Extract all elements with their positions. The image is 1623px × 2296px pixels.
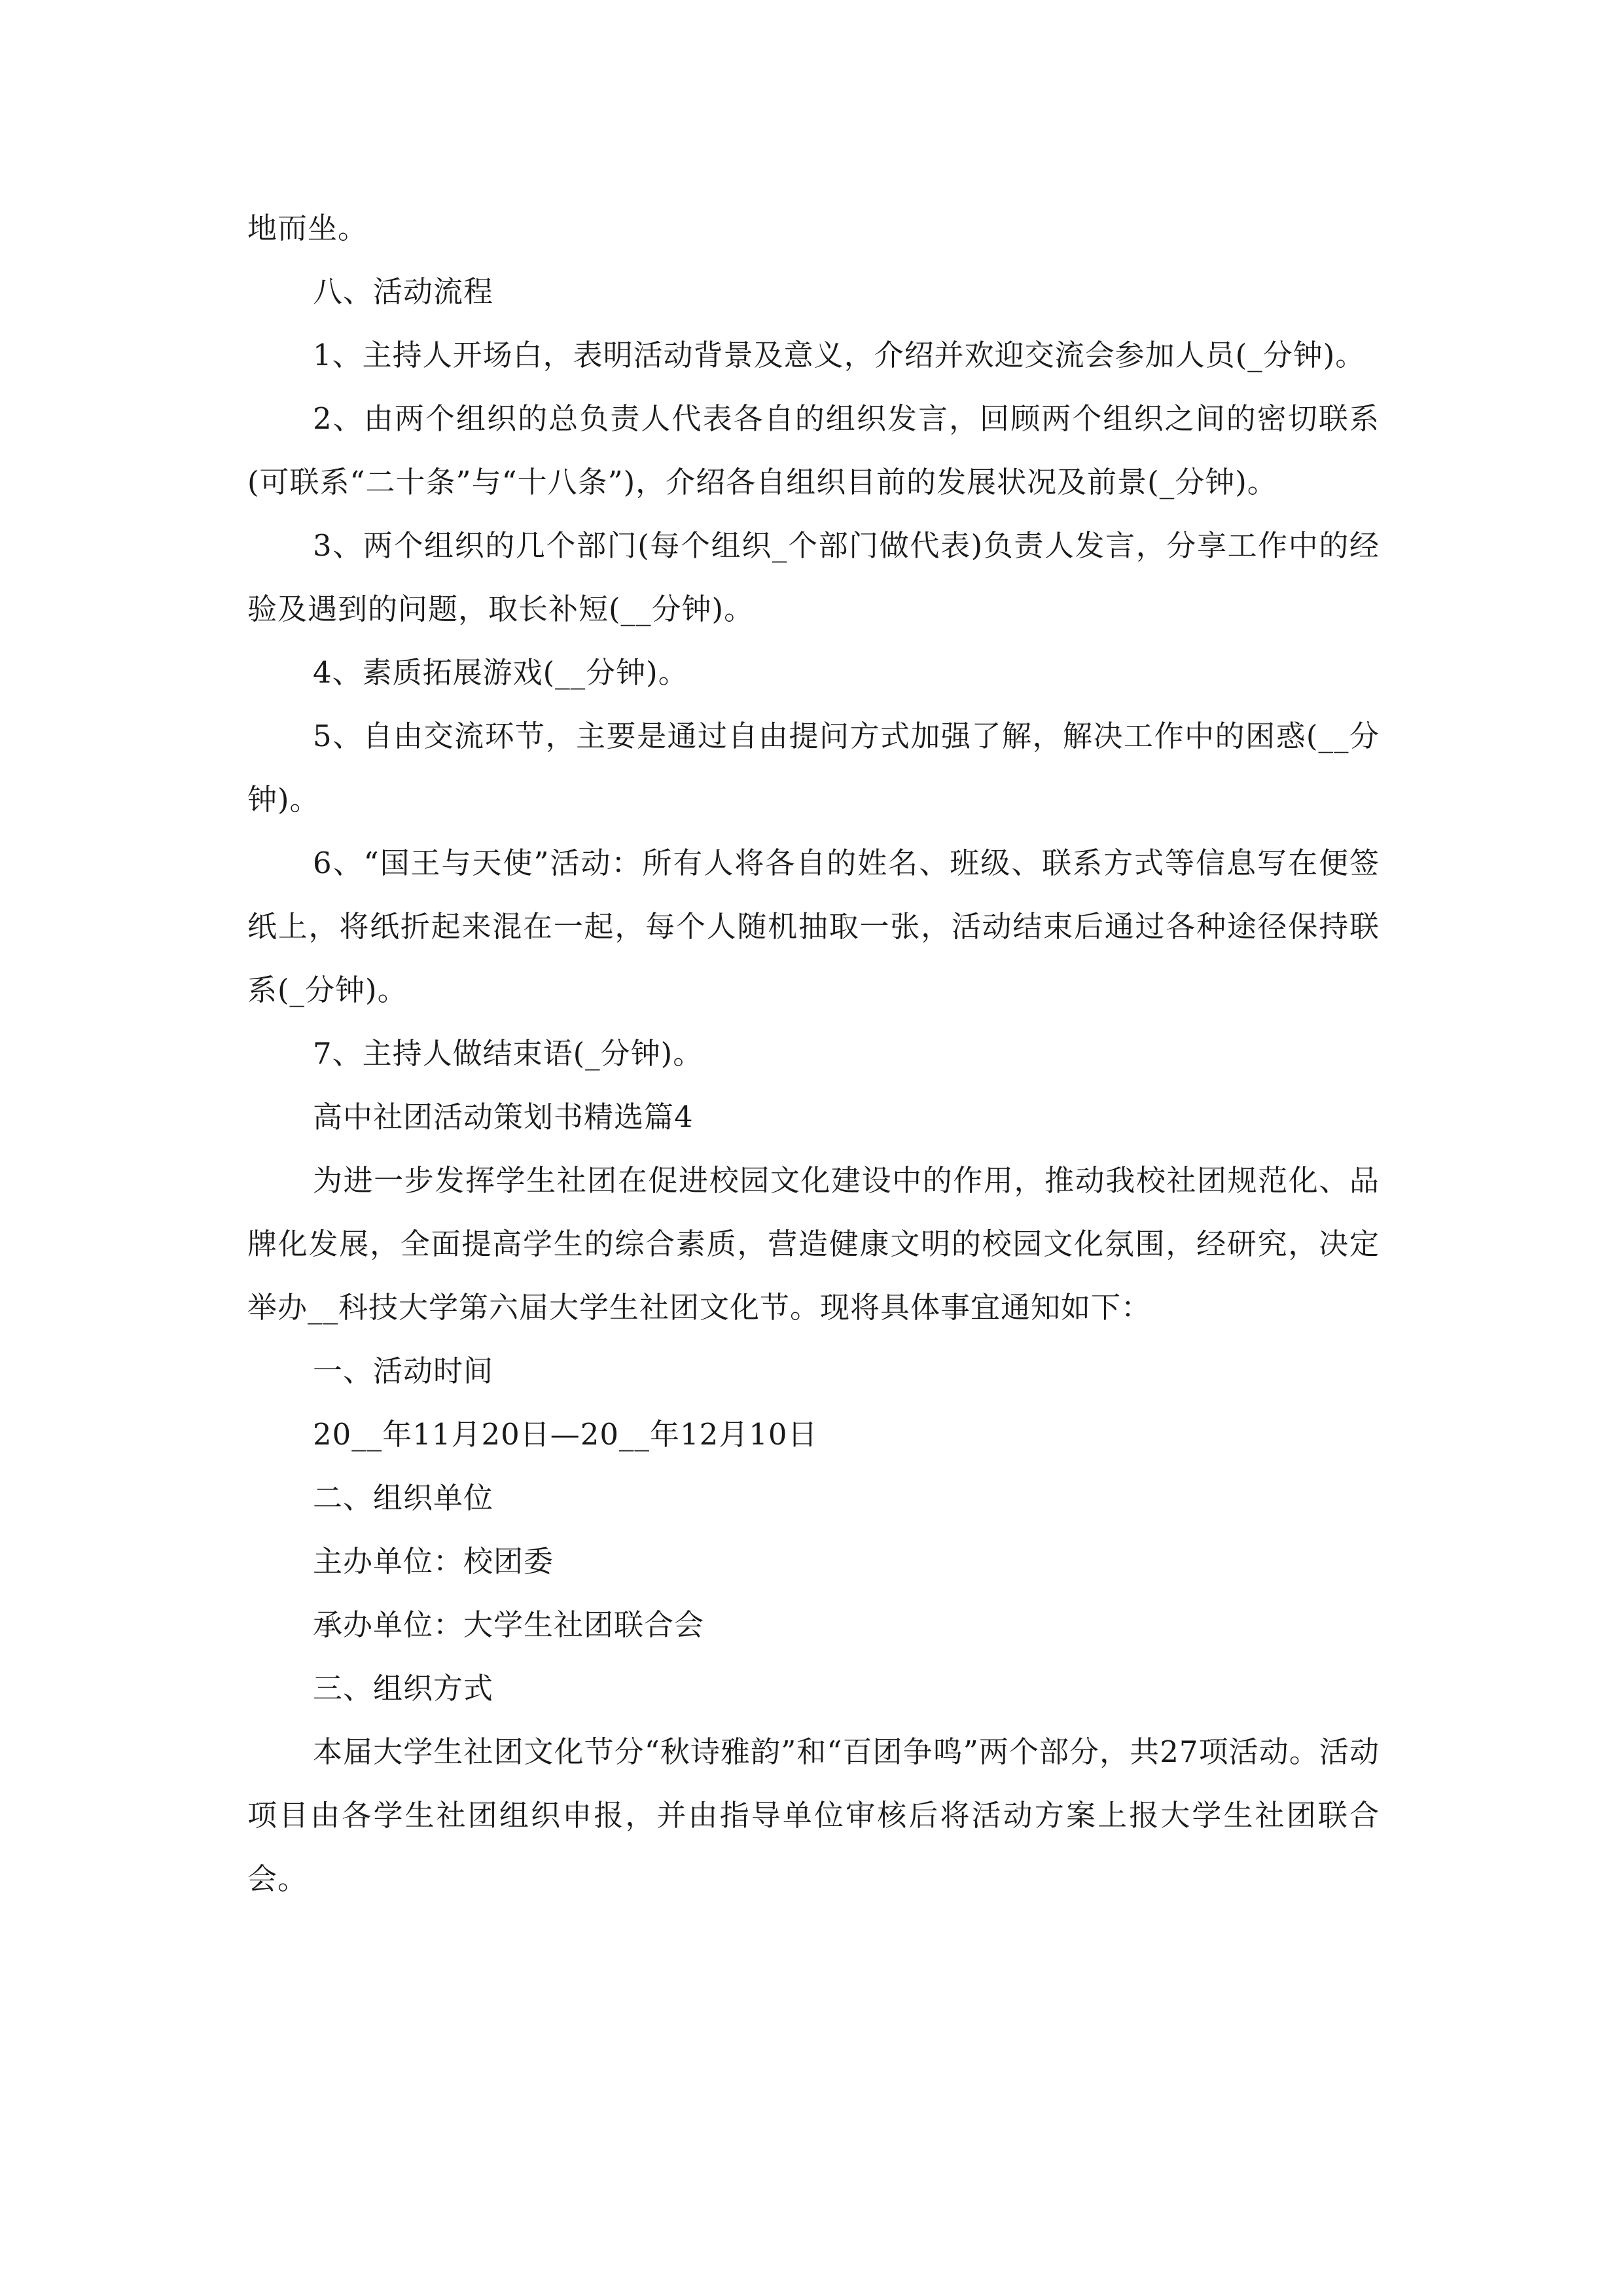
- organization-method-paragraph: 本届大学生社团文化节分“秋诗雅韵”和“百团争鸣”两个部分，共27项活动。活动项目由各学生社团组织申报，并由指导单位审核后将活动方案上报大学生社团联合会。: [247, 1734, 1380, 1896]
- activity-date-range: 20__年11月20日—20__年12月10日: [313, 1417, 818, 1452]
- section-title-part-4: 高中社团活动策划书精选篇4: [313, 1100, 694, 1134]
- process-step-5: 5、自由交流环节，主要是通过自由提问方式加强了解，解决工作中的困惑(__分钟)。: [247, 719, 1380, 817]
- document-body: [247, 196, 1380, 1910]
- intro-paragraph: 为进一步发挥学生社团在促进校园文化建设中的作用，推动我校社团规范化、品牌化发展，全面提高学生的综合素质，营造健康文明的校园文化氛围，经研究，决定举办__科技大学第六届大学生社团文化节。现将具体事宜通知如下：: [247, 1163, 1380, 1325]
- process-step-7: 7、主持人做结束语(_分钟)。: [313, 1036, 704, 1071]
- paragraph-continuation: 地而坐。: [247, 211, 368, 245]
- heading-organizers: 二、组织单位: [313, 1480, 494, 1515]
- process-step-1: 1、主持人开场白，表明活动背景及意义，介绍并欢迎交流会参加人员(_分钟)。: [313, 338, 1366, 372]
- process-step-3: 3、两个组织的几个部门(每个组织_个部门做代表)负责人发言，分享工作中的经验及遇到的问题，取长补短(__分钟)。: [247, 528, 1380, 626]
- process-step-2: 2、由两个组织的总负责人代表各自的组织发言，回顾两个组织之间的密切联系(可联系“二十条”与“十八条”)，介绍各自组织目前的发展状况及前景(_分钟)。: [247, 401, 1380, 499]
- heading-activity-time: 一、活动时间: [313, 1354, 494, 1388]
- host-unit: 主办单位：校团委: [313, 1544, 554, 1579]
- process-step-4: 4、素质拓展游戏(__分钟)。: [313, 655, 688, 690]
- organizer-unit: 承办单位：大学生社团联合会: [313, 1607, 705, 1642]
- heading-organization-method: 三、组织方式: [313, 1671, 494, 1706]
- heading-activity-process: 八、活动流程: [313, 274, 494, 309]
- process-step-6: 6、“国王与天使”活动：所有人将各自的姓名、班级、联系方式等信息写在便签纸上，将纸折起来混在一起，每个人随机抽取一张，活动结束后通过各种途径保持联系(_分钟)。: [247, 846, 1380, 1007]
